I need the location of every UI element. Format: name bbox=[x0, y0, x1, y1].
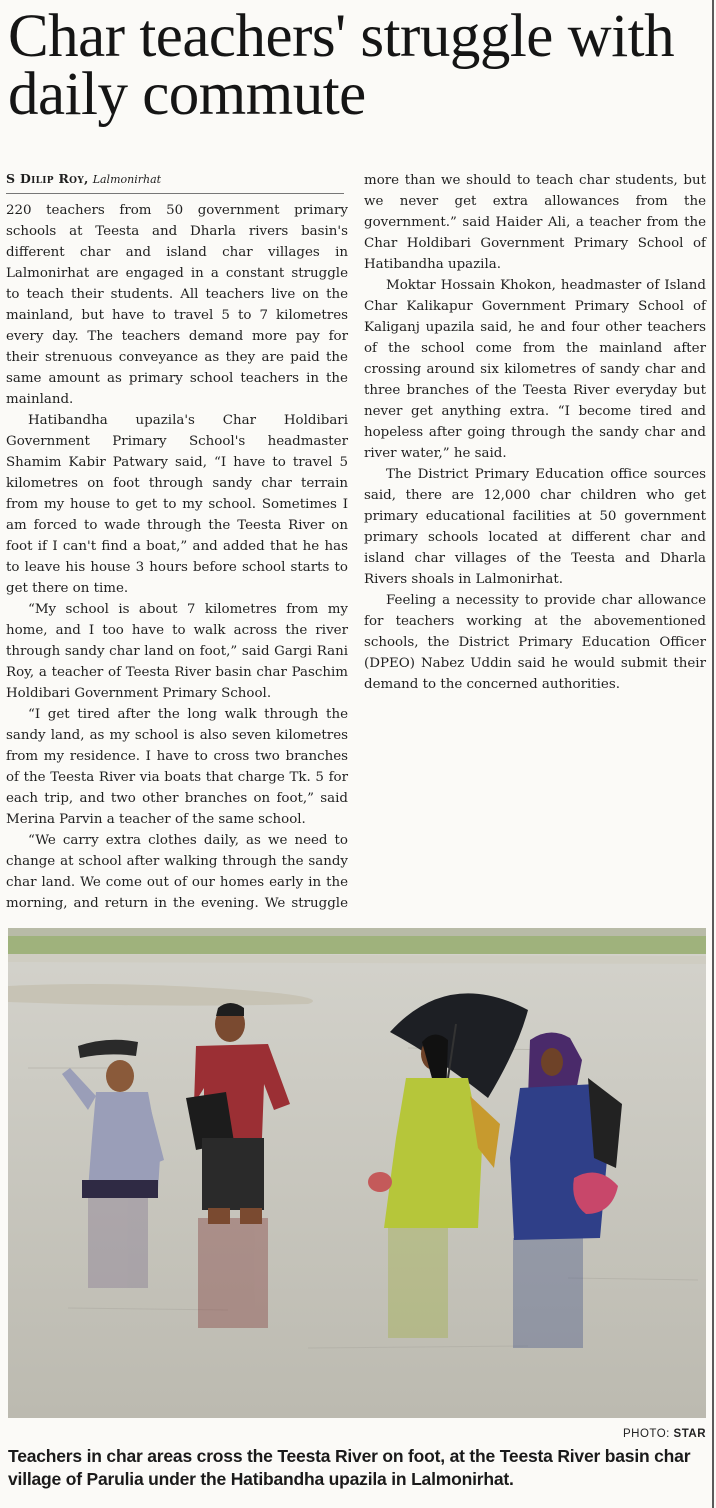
river-crossing-photo bbox=[8, 928, 706, 1418]
paragraph-3: “My school is about 7 kilometres from my home, and I too have to walk across the river through sandy char land on foot,” said Gargi Rani Roy, a teacher of Teesta River basin char Paschim Holdibari Government Primary School. bbox=[6, 602, 348, 701]
photo-credit bbox=[8, 1428, 706, 1440]
paragraph-2: Hatibandha upazila's Char Holdibari Government Primary School's headmaster Shamim Kabir Patwary said, “I have to travel 5 kilometres on foot through sandy char terrain from my house to get to my school. Sometimes I am forced to wade through the Teesta River on foot if I can't find a boat,” and added that he has to leave his house 3 hours before school starts to get there on time. bbox=[6, 413, 348, 596]
photo-credit-source: STAR bbox=[673, 1428, 706, 1440]
paragraph-1: 220 teachers from 50 government primary schools at Teesta and Dharla rivers basin's different char and island char villages in Lalmonirhat are engaged in a constant struggle to teach their students. All teachers live on the mainland, but have to travel 5 to 7 kilometres every day. The teachers demand more pay for their strenuous conveyance as they are paid the same amount as primary school teachers in the mainland. bbox=[6, 203, 348, 407]
paragraph-6: Moktar Hossain Khokon, headmaster of Island Char Kalikapur Government Primary School of Kaliganj upazila said, he and four other teachers of the school come from the mainland after crossing around six kilometres of sandy char and three branches of the Teesta River everyday but never get anything extra. “I become tired and hopeless after going through the sandy char and river water,” he said. bbox=[364, 278, 706, 461]
photo-caption: Teachers in char areas cross the Teesta River on foot, at the Teesta River basin char village of Parulia under the Hatibandha upazila in Lalmonirhat. bbox=[8, 1446, 691, 1489]
paragraph-7: The District Primary Education office sources said, there are 12,000 char children who get primary educational facilities at 50 government primary schools located at different char and island char villages of the Teesta and Dharla Rivers shoals in Lalmonirhat. bbox=[364, 467, 706, 587]
paragraph-4: “I get tired after the long walk through the sandy land, as my school is also seven kilometres from my residence. I have to cross two branches of the Teesta River via boats that charge Tk. 5 for each trip, and two other branches on foot,” said Merina Parvin a teacher of the same school. bbox=[6, 707, 348, 827]
byline-author: S Dilip Roy, bbox=[6, 171, 89, 186]
article-photo bbox=[8, 928, 706, 1418]
photo-credit-prefix: PHOTO: bbox=[622, 1428, 674, 1440]
byline-location: Lalmonirhat bbox=[92, 173, 162, 186]
paragraph-8: Feeling a necessity to provide char allowance for teachers working at the abovementioned schools, the District Primary Education Officer (DPEO) Nabez Uddin said he would submit their demand to the concerned authorities. bbox=[364, 593, 706, 692]
article-body bbox=[6, 170, 706, 922]
page-edge-rule bbox=[712, 0, 714, 1508]
byline bbox=[6, 170, 344, 194]
article-headline: Char teachers' struggle with daily commute bbox=[8, 3, 675, 128]
paragraph-5: “We carry extra clothes daily, as we need to change at school after walking through the sandy char land. We come out of our homes early in the morning, and return in the evening. We struggle more than we should to teach char students, but we never get extra allowances from the government.” said Haider Ali, a teacher from the Char Holdibari Government Primary School of Hatibandha upazila. bbox=[6, 173, 706, 911]
